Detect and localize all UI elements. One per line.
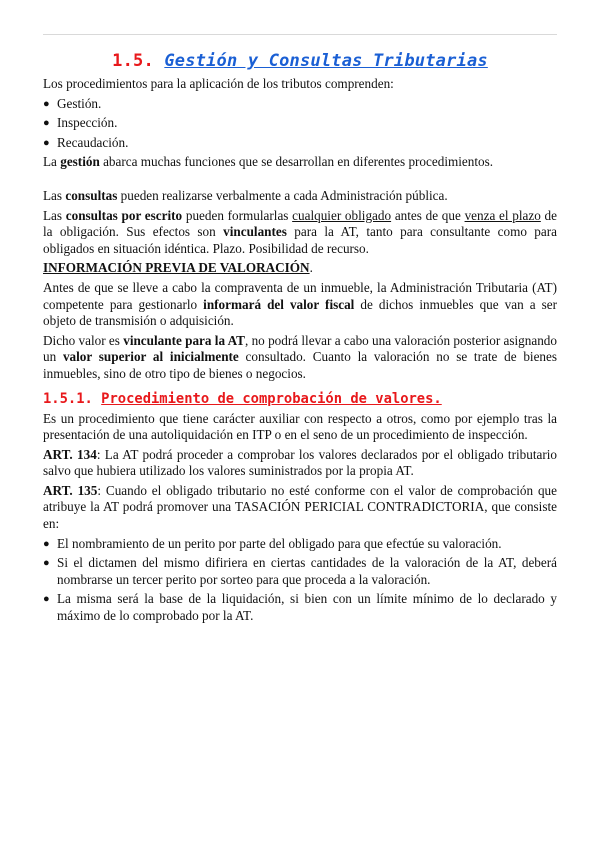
subsection-number: 1.5.1. [43, 390, 93, 407]
bullet-icon: ● [43, 557, 50, 570]
list-item: ● Inspección. [43, 115, 118, 131]
bullet-icon: ● [43, 537, 50, 550]
section-title [43, 48, 557, 74]
list-item: ● La misma será la base de la liquidación, si bien con un límite mínimo de lo declarado y máximo de lo comprobado por la AT. [43, 591, 557, 624]
info-heading: INFORMACIÓN PREVIA DE VALORACIÓN. [43, 260, 313, 276]
list-item: ● Gestión. [43, 95, 102, 111]
section-title-text: Gestión y Consultas Tributarias [164, 51, 488, 71]
art135-label: ART. 135 [43, 482, 98, 498]
procedures-list [43, 96, 557, 152]
art134-label: ART. 134 [43, 446, 97, 462]
procedure-paragraph: Es un procedimiento que tiene carácter auxiliar con respecto a otros, como por ejemplo tras la presentación de una autoliquidación en ITP o en el seno de un procedimiento de inspección. [43, 410, 557, 443]
spacer [43, 174, 557, 188]
list-item: ● Recaudación. [43, 134, 129, 150]
gestion-paragraph: La gestión abarca muchas funciones que se desarrollan en diferentes procedimientos. [43, 154, 494, 170]
art134-paragraph: ART. 134: La AT podrá proceder a comprobar los valores declarados por el obligado tributario salvo que hubiera utilizado los valores suministrados por la propia AT. [43, 446, 557, 479]
document-body [43, 48, 557, 628]
list-item: ● Si el dictamen del mismo difiriera en ciertas cantidades de la valoración de la AT, deberá nombrarse un tercer perito por sorteo para que proceda a la valoración. [43, 555, 557, 587]
consultas-paragraph: Las consultas pueden realizarse verbalmente a cada Administración pública. [43, 187, 448, 203]
list-item: ● El nombramiento de un perito por parte del obligado para que efectúe su valoración. [43, 535, 502, 551]
bullet-icon: ● [43, 97, 50, 110]
tasacion-list [43, 536, 557, 625]
bullet-icon: ● [43, 593, 50, 606]
intro-paragraph: Los procedimientos para la aplicación de los tributos comprenden: [43, 76, 394, 91]
header-rule [43, 34, 557, 35]
bullet-icon: ● [43, 117, 50, 130]
subsection-title-text: Procedimiento de comprobación de valores. [101, 390, 442, 407]
subsection-title [43, 389, 557, 409]
art135-paragraph: ART. 135: Cuando el obligado tributario no esté conforme con el valor de comprobación que atribuye la AT podrá promover una TASACIÓN PERICIAL CONTRADICTORIA, que consiste en: [43, 482, 557, 532]
consultas-escrito-paragraph: Las consultas por escrito pueden formularlas cualquier obligado antes de que venza el plazo de la obligación. Sus efectos son vinculantes para la AT, tanto para consultante como para obligados en situación idéntica. Plazo. Posibilidad de recurso. [43, 207, 557, 256]
bullet-icon: ● [43, 136, 50, 149]
info-paragraph-1: Antes de que se lleve a cabo la compraventa de un inmueble, la Administración Tributaria (AT) competente para gestionarlo informará del valor fiscal de dichos inmuebles que van a ser objeto de transmisión o adquisición. [43, 279, 557, 329]
section-number: 1.5. [112, 51, 154, 71]
info-paragraph-2: Dicho valor es vinculante para la AT, no podrá llevar a cabo una valoración posterior asignando un valor superior al inicialmente consultado. Cuanto la valoración no se trate de bienes inmuebles, sino de otro tipo de bienes o negocios. [43, 332, 558, 381]
